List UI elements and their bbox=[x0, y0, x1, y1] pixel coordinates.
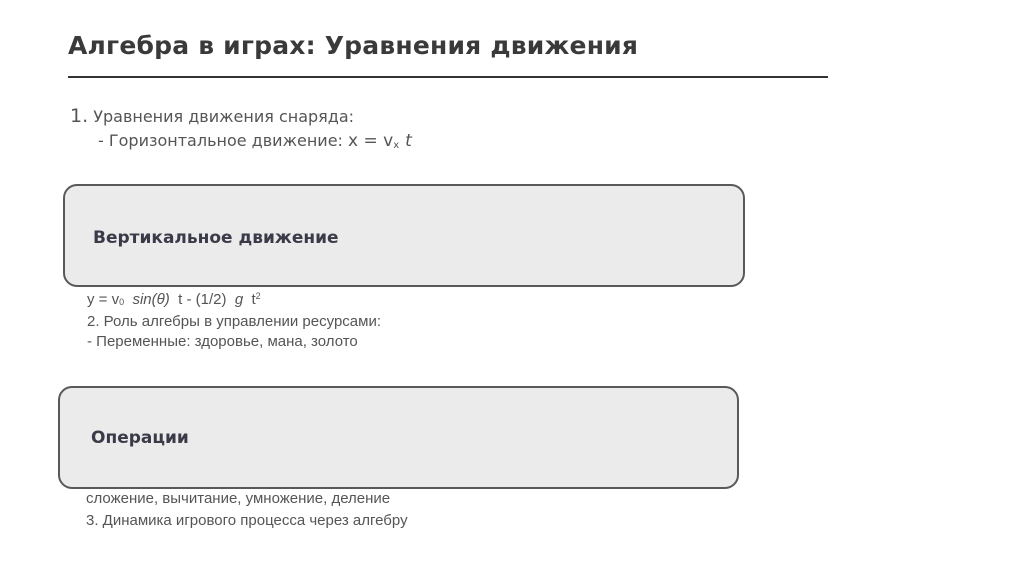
horizontal-motion-line bbox=[98, 131, 412, 151]
item-1-heading bbox=[70, 105, 354, 127]
item-2-variables: - Переменные: здоровье, мана, золото bbox=[87, 333, 358, 350]
vertical-motion-label: Вертикальное движение bbox=[93, 228, 339, 248]
horizontal-formula-t: t bbox=[405, 131, 412, 151]
vertical-formula-t: t bbox=[251, 291, 256, 308]
vertical-motion-box bbox=[63, 184, 745, 287]
horizontal-motion-prefix: - Горизонтальное движение: bbox=[98, 131, 349, 150]
vertical-formula bbox=[87, 291, 261, 308]
item-3-heading: 3. Динамика игрового процесса через алгебру bbox=[86, 512, 408, 529]
operations-list: сложение, вычитание, умножение, деление bbox=[86, 490, 391, 507]
vertical-formula-g: g bbox=[234, 291, 244, 308]
item-1-text: Уравнения движения снаряда: bbox=[88, 107, 355, 126]
vertical-formula-subscript: 0 bbox=[119, 297, 125, 307]
item-2-heading: 2. Роль алгебры в управлении ресурсами: bbox=[87, 313, 381, 330]
slide-title: Алгебра в играх: Уравнения движения bbox=[68, 31, 639, 60]
horizontal-formula-lhs: x = v bbox=[348, 131, 394, 151]
item-1-number: 1. bbox=[70, 105, 89, 127]
operations-box bbox=[58, 386, 739, 489]
vertical-formula-sin: sin(θ) bbox=[132, 291, 170, 308]
horizontal-formula bbox=[348, 131, 412, 151]
vertical-formula-middle: t - (1/2) bbox=[178, 291, 227, 308]
horizontal-formula-subscript: x bbox=[393, 140, 400, 151]
operations-label: Операции bbox=[91, 428, 189, 448]
vertical-formula-superscript: 2 bbox=[255, 291, 261, 301]
title-underline bbox=[68, 76, 828, 78]
vertical-formula-lhs: y = v bbox=[87, 291, 120, 308]
